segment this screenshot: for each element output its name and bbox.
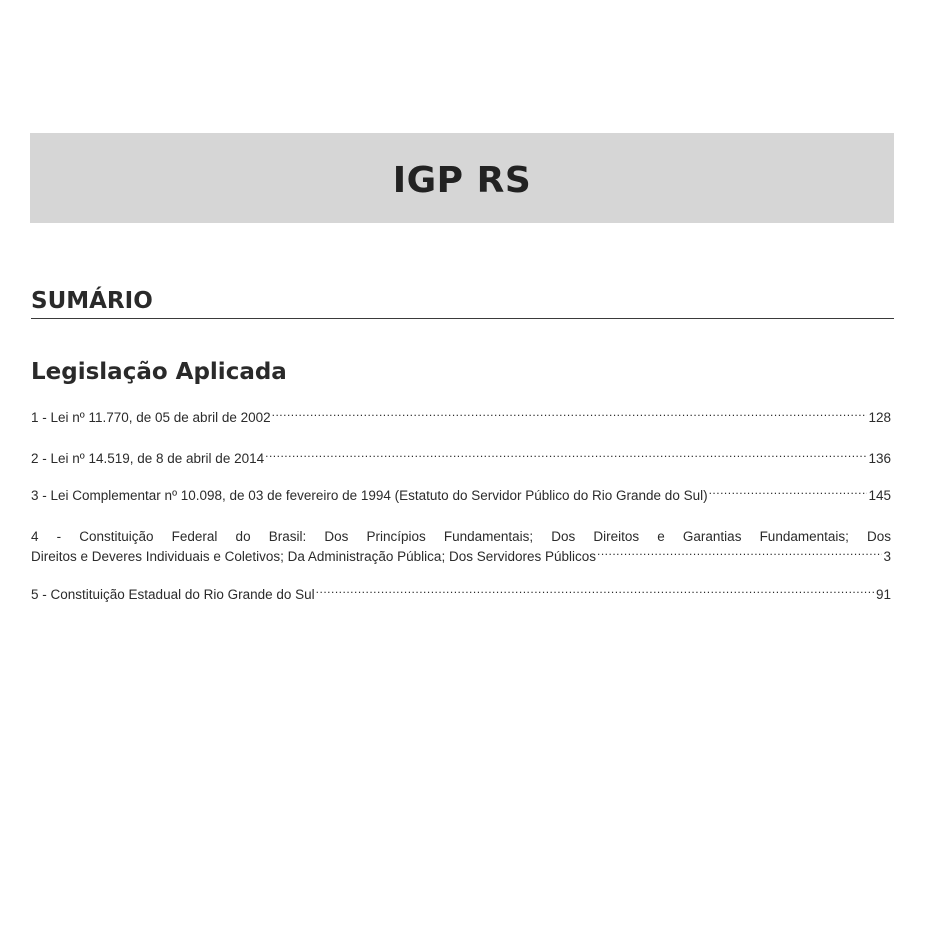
toc-entry-label-line1: 4 - Constituição Federal do Brasil: Dos Princípios Fundamentais; Dos Direitos e Garantias Fundamentais; Dos: [31, 529, 891, 544]
toc-entry-page: 91: [875, 587, 891, 602]
toc-entry-page: 136: [868, 451, 891, 466]
toc-entry-label: 3 - Lei Complementar nº 10.098, de 03 de fevereiro de 1994 (Estatuto do Servidor Público do Rio Grande do Sul): [31, 488, 708, 503]
toc-entry-label-line2: Direitos e Deveres Individuais e Coletivos; Da Administração Pública; Dos Servidores Públicos: [31, 549, 597, 564]
section-title: Legislação Aplicada: [31, 359, 287, 385]
summary-heading: [31, 288, 894, 319]
dot-leader: [316, 585, 875, 599]
toc-entry-label: 2 - Lei nº 14.519, de 8 de abril de 2014: [31, 451, 265, 466]
dot-leader: [597, 547, 882, 561]
toc-entry-page: 3: [883, 549, 891, 564]
document-title: IGP RS: [392, 159, 532, 201]
toc-entry-4[interactable]: [31, 527, 891, 567]
title-banner: [30, 133, 894, 223]
dot-leader: [709, 486, 868, 500]
toc-entry-page: 145: [868, 488, 891, 503]
dot-leader: [272, 408, 868, 422]
summary-heading-text: SUMÁRIO: [31, 288, 153, 314]
toc-entry-2[interactable]: [31, 449, 891, 469]
toc-entry-3[interactable]: [31, 486, 891, 506]
toc-entry-5[interactable]: [31, 585, 891, 605]
dot-leader: [265, 449, 867, 463]
toc-entry-1[interactable]: [31, 408, 891, 428]
toc-entry-page: 128: [868, 410, 891, 425]
toc-entry-label: 5 - Constituição Estadual do Rio Grande do Sul: [31, 587, 315, 602]
toc-entry-label: 1 - Lei nº 11.770, de 05 de abril de 2002: [31, 410, 271, 425]
